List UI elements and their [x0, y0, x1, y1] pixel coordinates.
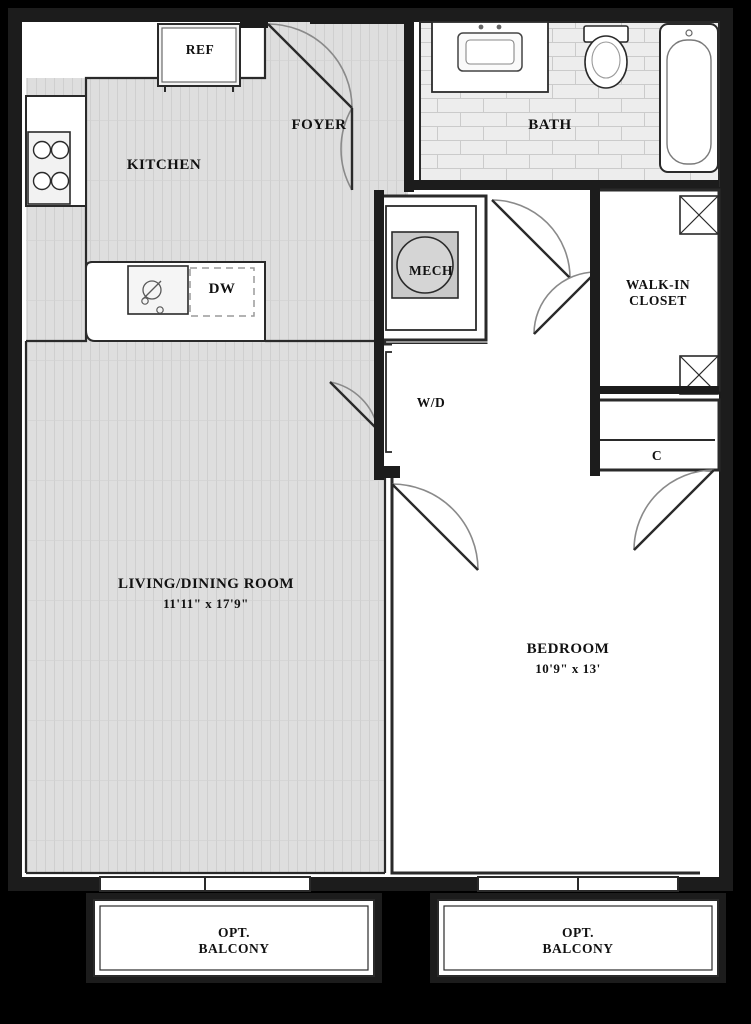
bathtub-icon [660, 24, 718, 172]
toilet-icon [584, 26, 628, 88]
closet-c-label: C [651, 448, 663, 463]
closet-shelf-icon [680, 196, 718, 234]
bedroom-dimensions: 10'9" x 13' [535, 661, 601, 676]
refrigerator-label: REF [185, 42, 215, 57]
mech-label: MECH [409, 263, 453, 278]
wd-label: W/D [416, 395, 446, 410]
vanity-sink-icon [432, 22, 548, 92]
living-dining-dimensions: 11'11" x 17'9" [163, 596, 249, 611]
balcony-left [86, 893, 382, 983]
dishwasher-label: DW [208, 281, 236, 297]
balcony-left-label: OPT. BALCONY [198, 925, 270, 956]
bath-label: BATH [528, 117, 572, 133]
refrigerator-icon [158, 24, 240, 92]
bedroom-label: BEDROOM [526, 641, 610, 657]
walk-in-closet-label: WALK-IN CLOSET [625, 277, 691, 308]
living-dining-label: LIVING/DINING ROOM [117, 576, 295, 592]
kitchen-sink-icon [128, 266, 188, 314]
kitchen-label: KITCHEN [126, 157, 202, 173]
water-heater-icon [392, 232, 458, 298]
range-icon [28, 132, 70, 204]
bathroom [408, 22, 719, 190]
balcony-right [430, 893, 726, 983]
foyer-label: FOYER [291, 117, 347, 133]
balcony-right-label: OPT. BALCONY [542, 925, 614, 956]
